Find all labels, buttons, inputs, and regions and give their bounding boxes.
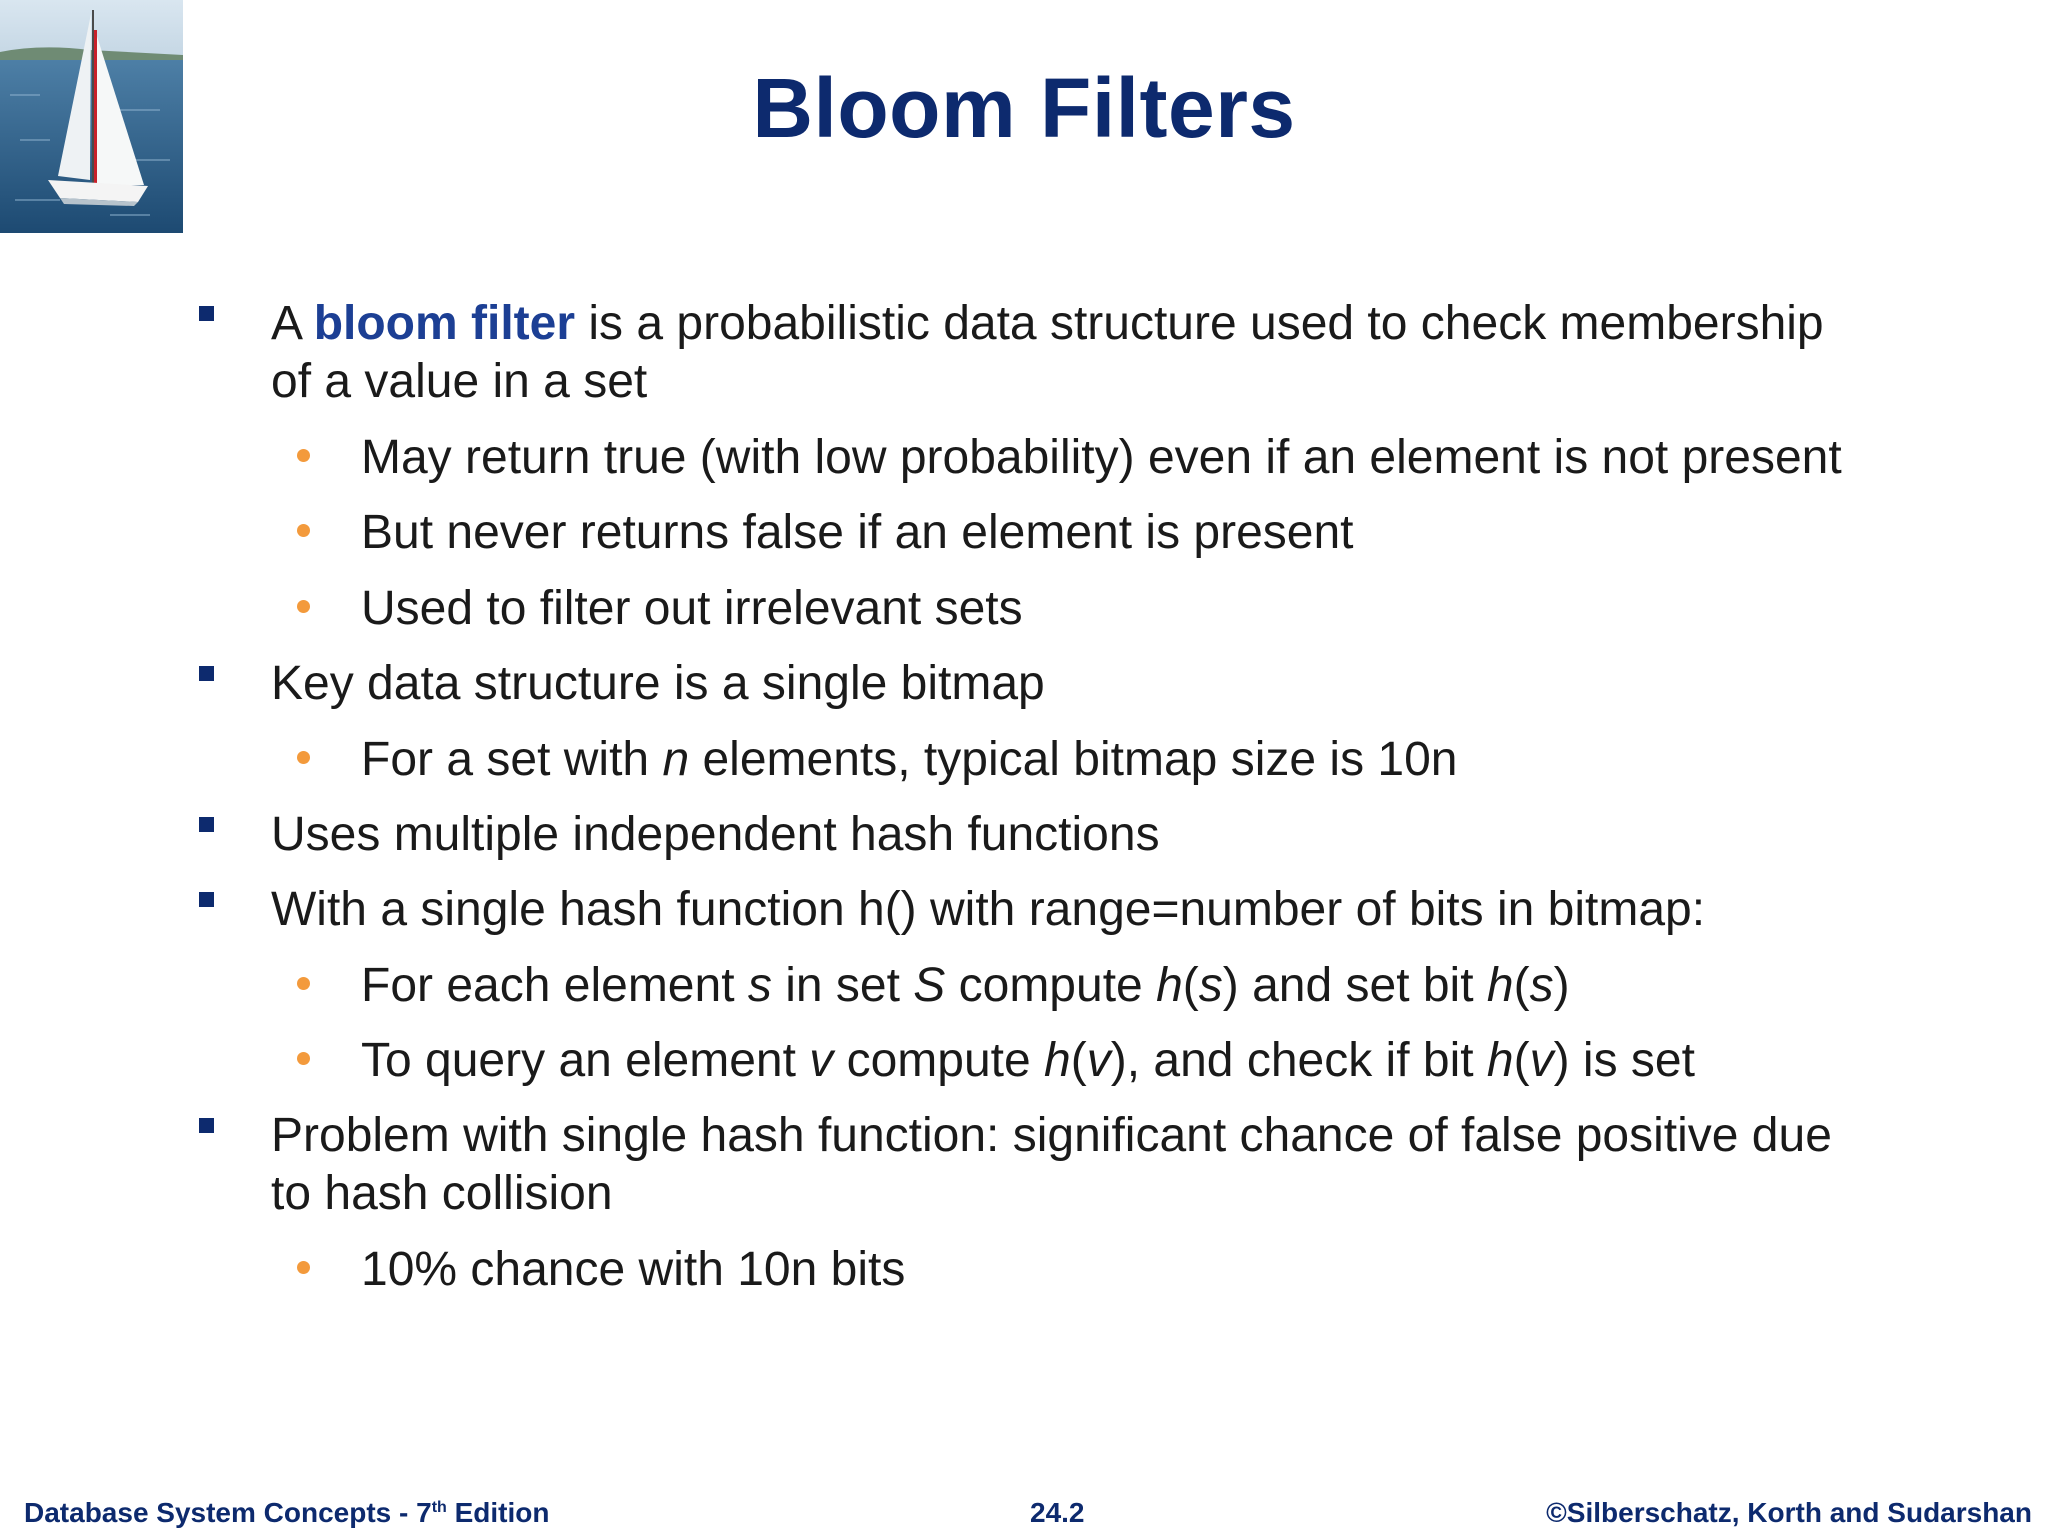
square-bullet-icon bbox=[199, 817, 214, 832]
bullet-single-bitmap: Key data structure is a single bitmap bbox=[271, 657, 1045, 710]
bullet-continuation: of a value in a set bbox=[271, 355, 648, 408]
sub-bullet-bitmap-size bbox=[361, 731, 1458, 789]
italic-run: h bbox=[1486, 959, 1514, 1012]
sub-bullet-ten-percent: 10% chance with 10n bits bbox=[361, 1243, 906, 1296]
bullet-single-hash: With a single hash function h() with range=number of bits in bitmap: bbox=[271, 883, 1706, 936]
sub-bullet-compute-hash bbox=[361, 957, 1570, 1015]
text-run: ), and check if bit bbox=[1110, 1034, 1487, 1087]
text-run: compute bbox=[945, 959, 1157, 1012]
footer-superscript: th bbox=[431, 1499, 447, 1516]
round-bullet-icon bbox=[297, 1261, 310, 1274]
text-run: ( bbox=[1513, 959, 1530, 1012]
italic-run: v bbox=[809, 1034, 834, 1087]
italic-run: h bbox=[1044, 1034, 1071, 1087]
italic-run: s bbox=[747, 959, 772, 1012]
text-run: compute bbox=[833, 1034, 1045, 1087]
italic-run: n bbox=[662, 733, 690, 786]
italic-run: s bbox=[1198, 959, 1223, 1012]
sub-bullet-filter-sets: Used to filter out irrelevant sets bbox=[361, 582, 1023, 635]
bullet-bloom-filter-definition bbox=[271, 295, 1824, 353]
text-run: For each element bbox=[361, 959, 748, 1012]
text-run: ( bbox=[1513, 1034, 1530, 1087]
bullet-false-positive: Problem with single hash function: significant chance of false positive due bbox=[271, 1109, 1832, 1162]
text-run: ( bbox=[1182, 959, 1199, 1012]
italic-run: s bbox=[1529, 959, 1554, 1012]
slide-title: Bloom Filters bbox=[752, 61, 1296, 155]
italic-run: S bbox=[913, 959, 946, 1012]
round-bullet-icon bbox=[297, 1052, 310, 1065]
square-bullet-icon bbox=[199, 306, 214, 321]
round-bullet-icon bbox=[297, 751, 310, 764]
sub-bullet-query-element bbox=[361, 1032, 1695, 1090]
square-bullet-icon bbox=[199, 1118, 214, 1133]
bullet-text: A bbox=[271, 297, 314, 350]
italic-run: h bbox=[1156, 959, 1183, 1012]
sub-bullet-never-false: But never returns false if an element is present bbox=[361, 506, 1354, 559]
text-run: elements, typical bitmap size is 10n bbox=[689, 733, 1458, 786]
square-bullet-icon bbox=[199, 892, 214, 907]
text-run: For a set with bbox=[361, 733, 663, 786]
round-bullet-icon bbox=[297, 524, 310, 537]
footer-text: Edition bbox=[446, 1497, 550, 1528]
text-run: ) is set bbox=[1553, 1034, 1695, 1087]
bullet-multiple-hash: Uses multiple independent hash functions bbox=[271, 808, 1160, 861]
text-run: in set bbox=[771, 959, 914, 1012]
italic-run: v bbox=[1086, 1034, 1111, 1087]
bloom-filter-term: bloom filter bbox=[313, 297, 576, 350]
text-run: ) and set bit bbox=[1222, 959, 1487, 1012]
footer-page-number: 24.2 bbox=[1030, 1497, 1085, 1528]
text-run: To query an element bbox=[361, 1034, 810, 1087]
text-run: ( bbox=[1070, 1034, 1087, 1087]
bullet-continuation: to hash collision bbox=[271, 1167, 613, 1220]
sub-bullet-may-return-true: May return true (with low probability) even if an element is not present bbox=[361, 431, 1842, 484]
round-bullet-icon bbox=[297, 449, 310, 462]
italic-run: v bbox=[1529, 1034, 1554, 1087]
footer-copyright: ©Silberschatz, Korth and Sudarshan bbox=[1546, 1497, 2032, 1528]
square-bullet-icon bbox=[199, 666, 214, 681]
round-bullet-icon bbox=[297, 600, 310, 613]
italic-run: h bbox=[1486, 1034, 1514, 1087]
footer-book-title bbox=[24, 1497, 549, 1529]
round-bullet-icon bbox=[297, 977, 310, 990]
footer-text: Database System Concepts - 7 bbox=[24, 1497, 432, 1528]
bullet-text: is a probabilistic data structure used to check membership bbox=[575, 297, 1824, 350]
text-run: ) bbox=[1553, 959, 1570, 1012]
